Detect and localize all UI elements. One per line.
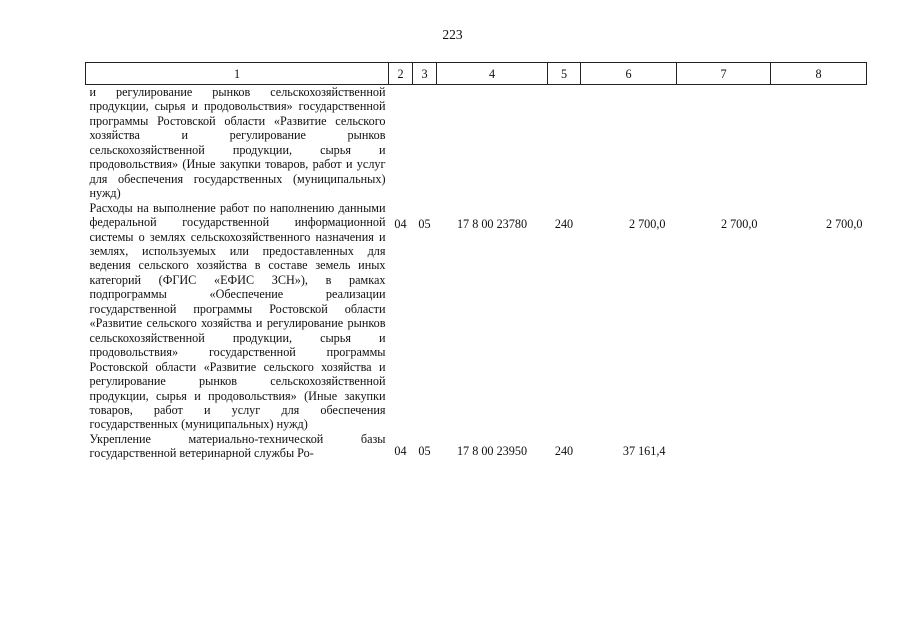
column-header: 8 (771, 63, 867, 85)
row-amount-2 (677, 432, 771, 461)
row-section-code: 04 (394, 216, 407, 231)
column-header: 7 (677, 63, 771, 85)
row-amount-1: 37 161,4 (622, 443, 666, 458)
table-header-row (86, 63, 867, 85)
column-header: 1 (86, 63, 389, 85)
row-amount-3: 2 700,0 (825, 216, 863, 231)
column-header: 2 (389, 63, 413, 85)
row-amount-2: 2 700,0 (720, 216, 758, 231)
row-subsection-code: 05 (418, 216, 431, 231)
table-row (86, 432, 867, 461)
budget-table (85, 62, 867, 461)
row-target-code (437, 85, 548, 201)
table-row (86, 85, 867, 201)
row-target-code: 17 8 00 23950 (456, 443, 528, 458)
row-amount-1 (581, 85, 677, 201)
column-header: 5 (548, 63, 581, 85)
row-expense-type: 240 (554, 443, 574, 458)
row-description: и регулирование рынков сельскохозяйственной продукции, сырья и продовольствия» государственной программы Ростовской области «Развитие сельского хозяйства и регулирование рынков сельскохозяйственной продукции, сырья и продовольствия» (Иные закупки товаров, работ и услуг для обеспечения государственных (муниципальных) нужд) (89, 85, 386, 201)
column-header: 3 (413, 63, 437, 85)
column-header: 4 (437, 63, 548, 85)
row-expense-type: 240 (554, 216, 574, 231)
row-section-code (389, 85, 413, 201)
page-number: 223 (442, 27, 463, 42)
row-description: Укрепление материально-технической базы государственной ветеринарной службы Ро- (89, 431, 386, 461)
row-target-code: 17 8 00 23780 (456, 216, 528, 231)
row-amount-1: 2 700,0 (628, 216, 666, 231)
row-subsection-code: 05 (418, 443, 431, 458)
row-amount-2 (677, 85, 771, 201)
row-subsection-code (413, 85, 437, 201)
table-row (86, 201, 867, 432)
row-description: Расходы на выполнение работ по наполнению данными федеральной государственной информационной системы о землях сельскохозяйственного назначения и землях, используемых или предоставленных для ведения сельского хозяйства в составе земель иных категорий (ФГИС «ЕФИС ЗСН»), в рамках подпрограммы «Обеспечение реализации государственной программы Ростовской области «Развитие сельского хозяйства и регулирование рынков сельскохозяйственной продукции, сырья и продовольствия» государственной программы Ростовской области «Развитие сельского хозяйства и регулирование рынков сельскохозяйственной продукции, сырья и продовольствия» (Иные закупки товаров, работ и услуг для обеспечения государственных (муниципальных) нужд) (89, 200, 386, 432)
row-section-code: 04 (394, 443, 407, 458)
row-expense-type (548, 85, 581, 201)
column-header: 6 (581, 63, 677, 85)
row-amount-3 (771, 432, 867, 461)
row-amount-3 (771, 85, 867, 201)
